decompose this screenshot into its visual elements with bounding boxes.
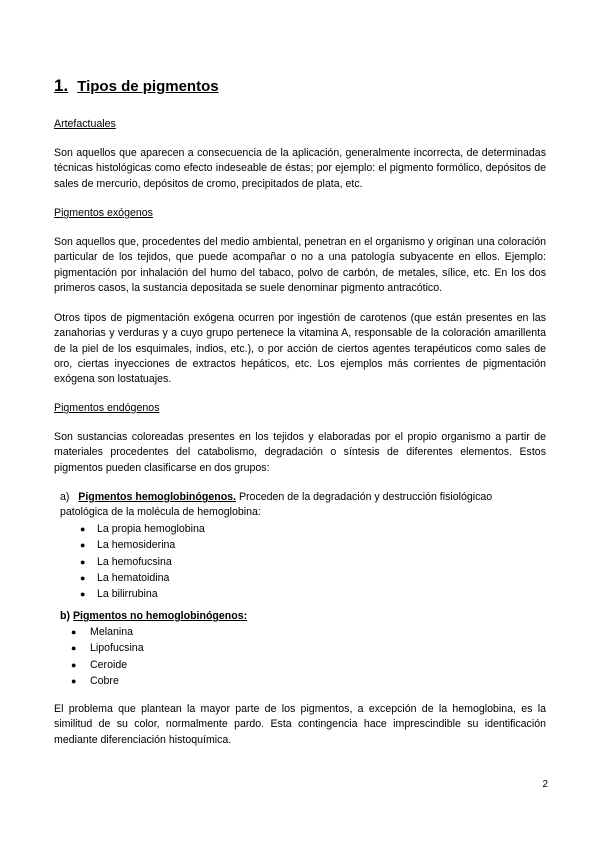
group-b-list <box>71 624 371 689</box>
bullet-icon: ● <box>71 659 77 670</box>
bullet-icon: ● <box>80 524 86 534</box>
bullet-icon: ● <box>71 675 77 686</box>
group-b-label: Pigmentos no hemoglobinógenos: <box>72 610 248 622</box>
page-title <box>54 76 219 96</box>
heading-exogenos: Pigmentos exógenos <box>54 207 153 219</box>
group-a-description <box>60 490 540 521</box>
paragraph-exogenos-1: Son aquellos que, procedentes del medio ambiental, penetran en el organismo y originan una coloración particular de los tejidos, que puede acompañar o no a una patología subyacente en ellos. Ejemplo: pigmentación por inhalación del humo del tabaco, polvo de carbón, de metales, sílice, etc. En los dos primeros casos, la sustancia depositada se suele denominar pigmento antracótico. <box>54 236 546 294</box>
bullet-icon: ● <box>80 589 86 600</box>
paragraph-closing: El problema que plantean la mayor parte de los pigmentos, a excepción de la hemoglobina, es la similitud de su color, normalmente pardo. Esta contingencia hace imprescindible su identificación mediante diferenciación histoquímica. <box>54 703 546 746</box>
page-number: 2 <box>542 779 548 790</box>
list-item: ● La propia hemoglobina <box>80 521 380 537</box>
heading-artefactuales: Artefactuales <box>54 118 116 130</box>
bullet-icon: ● <box>71 627 77 637</box>
heading-endogenos: Pigmentos endógenos <box>54 402 160 414</box>
list-item: ● Ceroide <box>71 657 371 673</box>
list-item: ● La hemosiderina <box>80 537 380 553</box>
group-a-list <box>80 521 380 602</box>
group-b-marker: b) <box>60 610 70 622</box>
paragraph-exogenos-2: Otros tipos de pigmentación exógena ocurren por ingestión de carotenos (que están presentes en las zanahorias y verduras y a cuyo grupo pertenece la vitamina A, responsable de la coloración amarillenta de la piel de los esquimales, indios, etc.), o por acción de ciertos agentes terapéuticos como sales de oro, ciertas inyecciones de extractos hepáticos, etc. Los ejemplos más corrientes de pigmentación exógena son lostatuajes. <box>54 312 546 386</box>
paragraph-artefactuales: Son aquellos que aparecen a consecuencia de la aplicación, generalmente incorrecta, de determinadas técnicas histológicas como efecto indeseable de éstas; por ejemplo: el pigmento formólico, depósitos de sales de mercurio, depósitos de cromo, precipitados de plata, etc. <box>54 147 546 190</box>
paragraph-endogenos: Son sustancias coloreadas presentes en los tejidos y elaboradas por el propio organismo a partir de materiales procedentes del catabolismo, degradación o síntesis de diferentes elementos. Estos pigmentos pueden clasificarse en dos grupos: <box>54 431 546 474</box>
group-a-label: Pigmentos hemoglobinógenos. <box>78 491 236 503</box>
group-a-text: Proceden de la degradación y destrucción fisiológicao patológica de la molécula de hemoglobina: <box>60 491 493 519</box>
list-item: ● Melanina <box>71 624 371 640</box>
group-a-marker: a) <box>60 491 70 503</box>
list-item: ● La hemofucsina <box>80 554 380 570</box>
title-number: 1. <box>54 76 69 95</box>
list-item: ● Cobre <box>71 673 371 689</box>
bullet-icon: ● <box>80 540 86 551</box>
list-item: ● La bilirrubina <box>80 586 380 602</box>
bullet-icon: ● <box>71 643 77 654</box>
bullet-icon: ● <box>80 572 86 583</box>
bullet-icon: ● <box>80 556 86 567</box>
title-text: Tipos de pigmentos <box>77 78 219 95</box>
list-item: ● La hematoidina <box>80 570 380 586</box>
list-item: ● Lipofucsina <box>71 640 371 656</box>
group-b-heading <box>60 609 247 624</box>
